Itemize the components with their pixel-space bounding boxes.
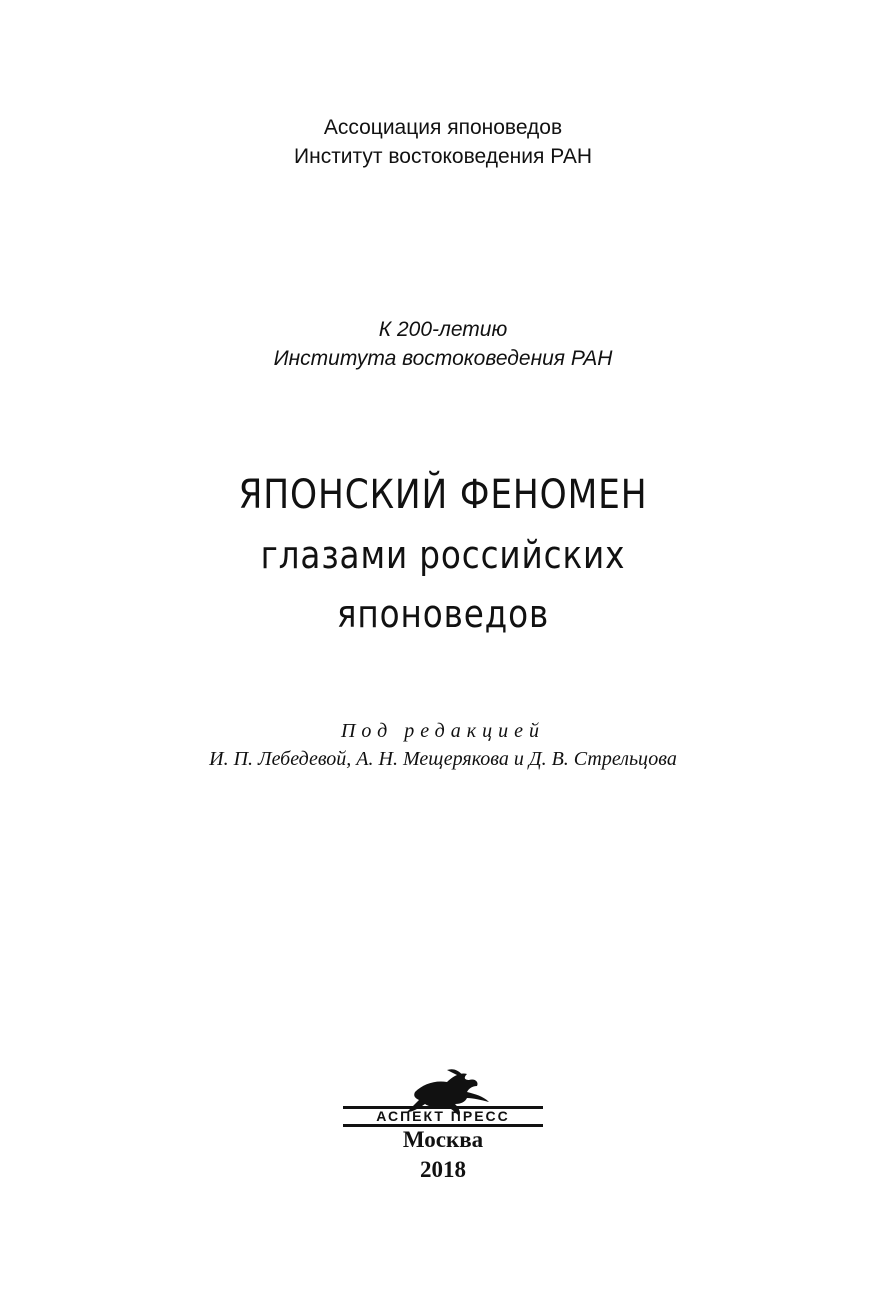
- dedication-line-2: Института востоковедения РАН: [273, 347, 613, 370]
- editors-names: И. П. Лебедевой, А. Н. Мещерякова и Д. В. Стрельцова: [209, 748, 677, 770]
- book-subtitle-line-1: глазами российских: [260, 533, 626, 577]
- org-line-2: Институт востоковедения РАН: [294, 145, 592, 168]
- dedication-line-1: К 200-летию: [378, 318, 508, 341]
- publisher-logo-text: АСПЕКТ ПРЕСС: [376, 1108, 510, 1124]
- org-line-1: Ассоциация японоведов: [323, 116, 563, 139]
- book-subtitle-line-2: японоведов: [336, 592, 550, 636]
- editors-label: Под редакцией: [340, 720, 546, 742]
- horse-icon: [343, 1066, 543, 1128]
- book-title: ЯПОНСКИЙ ФЕНОМЕН: [238, 472, 648, 518]
- publication-year: 2018: [420, 1157, 466, 1182]
- publisher-logo: [343, 1066, 543, 1128]
- publisher-city: Москва: [402, 1127, 484, 1152]
